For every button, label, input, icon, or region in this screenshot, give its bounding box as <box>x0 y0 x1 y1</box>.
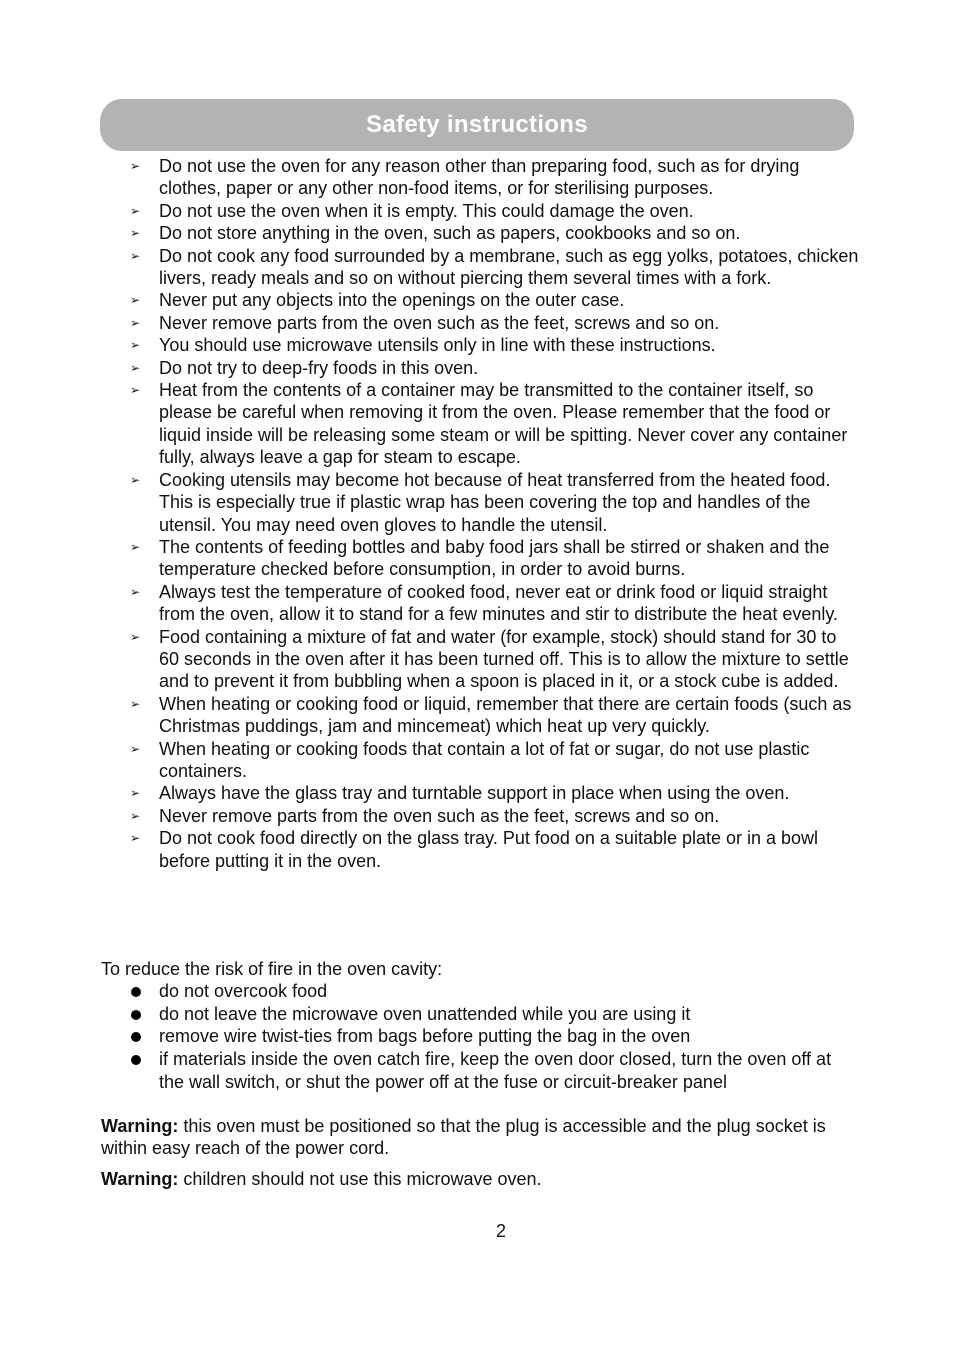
arrow-bullet-icon: ➢ <box>130 315 141 330</box>
list-item-text: You should use microwave utensils only in line with these instructions. <box>159 335 716 356</box>
list-item-text: Do not cook any food surrounded by a membrane, such as egg yolks, potatoes, chicken livers, ready meals and so on without piercing them several times with a fork. <box>159 245 859 289</box>
arrow-bullet-icon: ➢ <box>130 831 141 846</box>
warning-label: Warning: <box>101 1169 179 1189</box>
warning-text: children should not use this microwave oven. <box>178 1169 542 1189</box>
list-item-text: Do not try to deep-fry foods in this oven. <box>159 357 479 378</box>
list-item <box>100 581 860 626</box>
arrow-bullet-icon: ➢ <box>130 383 141 398</box>
fire-risk-list <box>100 980 860 1094</box>
arrow-bullet-icon: ➢ <box>130 808 141 823</box>
arrow-bullet-icon: ➢ <box>130 786 141 801</box>
list-item-text: The contents of feeding bottles and baby food jars shall be stirred or shaken and the temperature checked before consumption, in order to avoid burns. <box>159 536 830 580</box>
arrow-bullet-icon: ➢ <box>130 741 141 756</box>
list-item-text: remove wire twist-ties from bags before putting the bag in the oven <box>159 1026 691 1047</box>
arrow-bullet-icon: ➢ <box>130 159 141 173</box>
list-item <box>100 200 860 222</box>
list-item-text: When heating or cooking food or liquid, remember that there are certain foods (such as Christmas puddings, jam and mincemeat) which heat up very quickly. <box>159 693 852 737</box>
list-item-text: Cooking utensils may become hot because of heat transferred from the heated food. This is especially true if plastic wrap has been covering the top and handles of the utensil. You may need oven gloves to handle the utensil. <box>159 469 831 535</box>
dot-bullet-icon <box>131 1032 141 1042</box>
list-item-text: Never put any objects into the openings on the outer case. <box>159 290 625 311</box>
list-item <box>100 155 860 200</box>
list-item <box>100 980 860 1003</box>
arrow-bullet-icon: ➢ <box>130 539 141 554</box>
list-item-text: Heat from the contents of a container may be transmitted to the container itself, so please be careful when removing it from the oven. Please remember that the food or liquid inside will be releasing some steam or will be spitting. Never cover any container fully, always leave a gap for steam to escape. <box>159 380 848 468</box>
list-item <box>100 245 860 290</box>
list-item-text: do not leave the microwave oven unattended while you are using it <box>159 1003 691 1024</box>
fire-risk-intro: To reduce the risk of fire in the oven cavity: <box>101 959 443 979</box>
list-item <box>100 469 860 536</box>
list-item <box>100 1048 860 1093</box>
warning-plug <box>101 1115 861 1160</box>
list-item-text: Never remove parts from the oven such as the feet, screws and so on. <box>159 805 720 826</box>
list-item <box>100 827 860 872</box>
list-item <box>100 626 860 693</box>
list-item-text: Do not use the oven for any reason other than preparing food, such as for drying clothes, paper or any other non-food items, or for sterilising purposes. <box>159 156 800 199</box>
warning-label: Warning: <box>101 1116 179 1136</box>
arrow-bullet-icon: ➢ <box>130 696 141 711</box>
dot-bullet-icon <box>131 1055 141 1065</box>
list-item <box>100 1025 860 1048</box>
list-item <box>100 312 860 334</box>
list-item <box>100 805 860 827</box>
title-banner <box>100 99 854 151</box>
list-item <box>100 1003 860 1026</box>
dot-bullet-icon <box>131 1010 141 1020</box>
list-item-text: Never remove parts from the oven such as the feet, screws and so on. <box>159 312 720 333</box>
list-item <box>100 379 860 469</box>
list-item <box>100 536 860 581</box>
list-item-text: Do not use the oven when it is empty. This could damage the oven. <box>159 200 694 221</box>
arrow-bullet-icon: ➢ <box>130 203 141 218</box>
list-item <box>100 334 860 356</box>
list-item-text: When heating or cooking foods that contain a lot of fat or sugar, do not use plastic containers. <box>159 738 810 781</box>
page-number: 2 <box>495 1221 506 1241</box>
arrow-bullet-icon: ➢ <box>130 293 141 308</box>
list-item-text: Food containing a mixture of fat and water (for example, stock) should stand for 30 to 60 seconds in the oven after it has been turned off. This is to allow the mixture to settle and to prevent it from bubbling when a spoon is placed in it, or a stock cube is added. <box>159 626 849 692</box>
page-title: Safety instructions <box>366 111 588 138</box>
list-item <box>100 782 860 804</box>
arrow-bullet-icon: ➢ <box>130 248 141 263</box>
list-item-text: Do not cook food directly on the glass tray. Put food on a suitable plate or in a bowl before putting it in the oven. <box>159 828 819 871</box>
list-item-text: Always test the temperature of cooked food, never eat or drink food or liquid straight from the oven, allow it to stand for a few minutes and stir to distribute the heat evenly. <box>159 581 839 625</box>
warning-text: this oven must be positioned so that the plug is accessible and the plug socket is within easy reach of the power cord. <box>101 1116 826 1159</box>
list-item-text: do not overcook food <box>159 981 328 1001</box>
list-item <box>100 693 860 738</box>
list-item-text: Always have the glass tray and turntable support in place when using the oven. <box>159 783 790 804</box>
dot-bullet-icon <box>131 987 141 997</box>
list-item <box>100 357 860 379</box>
warning-children <box>101 1168 861 1190</box>
list-item <box>100 289 860 311</box>
arrow-bullet-icon: ➢ <box>130 629 141 644</box>
list-item-text: Do not store anything in the oven, such as papers, cookbooks and so on. <box>159 223 741 244</box>
arrow-bullet-icon: ➢ <box>130 472 141 487</box>
list-item-text: if materials inside the oven catch fire, keep the oven door closed, turn the oven off at the wall switch, or shut the power off at the fuse or circuit-breaker panel <box>159 1049 832 1092</box>
arrow-bullet-icon: ➢ <box>130 360 141 375</box>
list-item <box>100 738 860 783</box>
list-item <box>100 222 860 244</box>
arrow-bullet-icon: ➢ <box>130 226 141 241</box>
safety-list <box>100 155 860 872</box>
arrow-bullet-icon: ➢ <box>130 584 141 599</box>
arrow-bullet-icon: ➢ <box>130 338 141 353</box>
